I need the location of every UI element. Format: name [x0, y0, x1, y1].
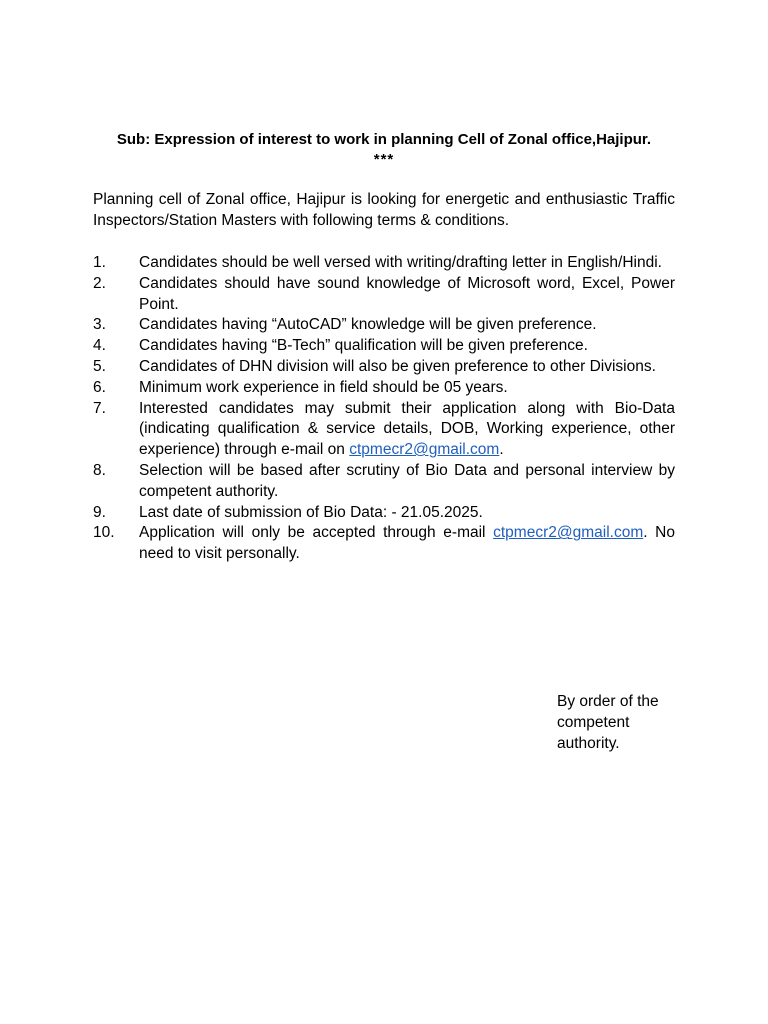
- intro-paragraph: Planning cell of Zonal office, Hajipur is looking for energetic and enthusiastic Traffic Inspectors/Station Masters with following terms & conditions.: [93, 191, 675, 229]
- term-number: 5.: [93, 357, 106, 375]
- term-number: 2.: [93, 274, 106, 292]
- term-item-5: [93, 357, 675, 378]
- term-item-3: [93, 315, 675, 336]
- term-number: 6.: [93, 378, 106, 396]
- subject-line: Sub: Expression of interest to work in planning Cell of Zonal office,Hajipur.: [116, 131, 652, 148]
- term-text-end: .: [499, 441, 504, 459]
- term-text: Candidates having “AutoCAD” knowledge will be given preference.: [139, 316, 597, 334]
- term-text: Application will only be accepted through e-mail: [139, 524, 494, 542]
- term-number: 9.: [93, 503, 106, 521]
- subject-separator-stars: ***: [373, 151, 395, 168]
- term-text-end: . No need to visit personally.: [139, 524, 675, 563]
- term-text: Candidates of DHN division will also be given preference to other Divisions.: [139, 357, 656, 375]
- term-item-2: [93, 274, 675, 316]
- term-text: Selection will be based after scrutiny of Bio Data and personal interview by competent authority.: [139, 461, 675, 500]
- term-text: Last date of submission of Bio Data: - 21.05.2025.: [139, 503, 483, 521]
- term-number: 7.: [93, 399, 106, 417]
- term-text: Candidates should be well versed with writing/drafting letter in English/Hindi.: [139, 254, 662, 271]
- signature-line: By order of the: [557, 693, 659, 710]
- terms-list: [93, 253, 675, 565]
- email-link[interactable]: ctpmecr2@gmail.com: [493, 524, 644, 542]
- term-item-9: [93, 503, 675, 524]
- term-number: 1.: [93, 254, 106, 271]
- signature-block: [557, 691, 682, 754]
- term-text: Minimum work experience in field should be 05 years.: [139, 378, 508, 396]
- term-item-6: [93, 378, 675, 399]
- term-text: Candidates having “B-Tech” qualification will be given preference.: [139, 337, 588, 355]
- signature-line: competent: [557, 714, 630, 731]
- term-text: Candidates should have sound knowledge of Microsoft word, Excel, Power Point.: [139, 274, 675, 313]
- term-item-4: [93, 336, 675, 357]
- term-number: 10.: [93, 524, 115, 542]
- term-item-8: [93, 461, 675, 503]
- term-number: 4.: [93, 337, 106, 355]
- term-item-1: [93, 253, 675, 274]
- email-link[interactable]: ctpmecr2@gmail.com: [349, 441, 500, 459]
- signature-line: authority.: [557, 735, 620, 752]
- subject-heading: [90, 130, 678, 170]
- term-text: Interested candidates may submit their application along with Bio-Data (indicating qualification & service details, DOB, Working experience, other experience) through e-mail on: [139, 399, 675, 459]
- term-number: 8.: [93, 461, 106, 479]
- term-item-10: [93, 523, 675, 565]
- term-item-7: [93, 399, 675, 461]
- term-number: 3.: [93, 316, 106, 334]
